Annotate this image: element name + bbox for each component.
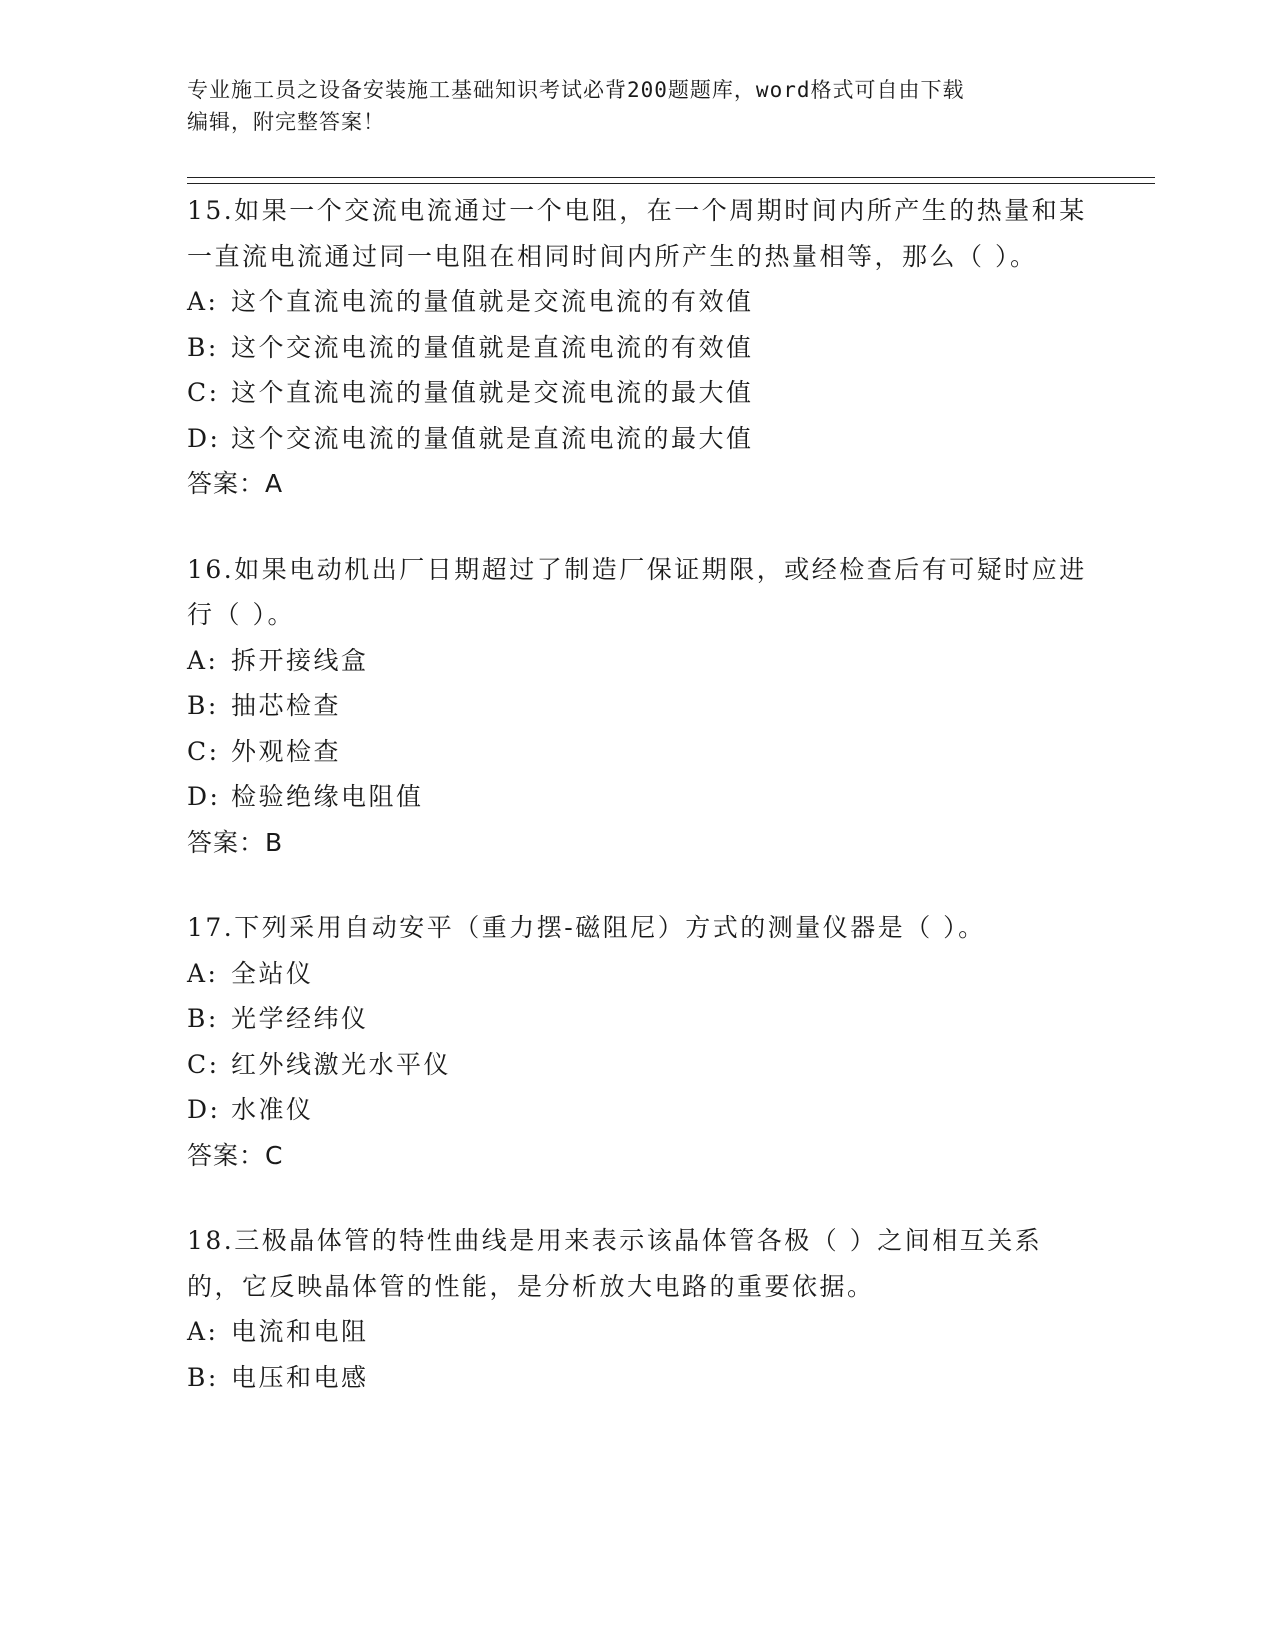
question-18 — [187, 1216, 1087, 1400]
question-16 — [187, 545, 1087, 866]
option-text: 光学经纬仪 — [231, 1004, 369, 1033]
option-a — [187, 279, 1087, 325]
option-c — [187, 1042, 1087, 1088]
option-a — [187, 951, 1087, 997]
question-15 — [187, 186, 1087, 507]
option-key: A: — [187, 287, 219, 316]
option-key: A: — [187, 1317, 219, 1346]
option-text: 检验绝缘电阻值 — [231, 782, 424, 811]
option-a — [187, 638, 1087, 684]
option-text: 水准仪 — [231, 1095, 314, 1124]
header-title-line-2: 编辑，附完整答案！ — [187, 110, 385, 134]
option-key: C: — [187, 378, 220, 407]
option-text: 全站仪 — [231, 958, 314, 988]
option-key: B: — [187, 691, 219, 720]
option-text: 电压和电感 — [231, 1362, 369, 1392]
header-title-line-1: 专业施工员之设备安装施工基础知识考试必背200题题库，word格式可自由下载 — [187, 78, 965, 102]
question-list — [187, 186, 1087, 1438]
option-text: 拆开接线盒 — [231, 645, 369, 675]
option-key: B: — [187, 1362, 219, 1392]
option-c — [187, 729, 1087, 775]
option-text: 红外线激光水平仪 — [231, 1049, 452, 1079]
option-b — [187, 683, 1087, 729]
option-text: 这个直流电流的量值就是交流电流的有效值 — [231, 287, 754, 316]
header-divider-bottom — [187, 183, 1155, 184]
option-b — [187, 996, 1087, 1042]
option-d — [187, 416, 1087, 462]
option-key: D: — [187, 782, 221, 811]
option-key: C: — [187, 1049, 220, 1079]
header-divider-top — [187, 177, 1155, 178]
question-stem: 15.如果一个交流电流通过一个电阻，在一个周期时间内所产生的热量和某一直流电流通过同一电阻在相同时间内所产生的热量相等，那么（ ）。 — [187, 196, 1087, 271]
answer-line: 答案：A — [187, 469, 284, 498]
option-text: 外观检查 — [231, 736, 342, 766]
question-stem: 18.三极晶体管的特性曲线是用来表示该晶体管各极（ ）之间相互关系的，它反映晶体管的性能，是分析放大电路的重要依据。 — [187, 1226, 1043, 1301]
option-b — [187, 1355, 1087, 1401]
option-key: B: — [187, 332, 219, 362]
option-b — [187, 325, 1087, 371]
question-17 — [187, 903, 1087, 1178]
option-text: 电流和电阻 — [231, 1317, 369, 1346]
option-key: A: — [187, 645, 219, 675]
option-text: 这个直流电流的量值就是交流电流的最大值 — [231, 378, 754, 407]
option-key: D: — [187, 423, 221, 453]
option-a — [187, 1309, 1087, 1355]
option-text: 这个交流电流的量值就是直流电流的最大值 — [231, 423, 754, 453]
option-d — [187, 774, 1087, 820]
answer-line: 答案：C — [187, 1140, 284, 1170]
document-header — [187, 74, 1087, 138]
option-text: 这个交流电流的量值就是直流电流的有效值 — [231, 332, 754, 362]
question-stem: 17.下列采用自动安平（重力摆-磁阻尼）方式的测量仪器是（ ）。 — [187, 913, 986, 942]
option-key: B: — [187, 1004, 219, 1033]
option-c — [187, 370, 1087, 416]
option-d — [187, 1087, 1087, 1133]
option-key: C: — [187, 736, 220, 766]
option-key: D: — [187, 1095, 221, 1124]
question-stem: 16.如果电动机出厂日期超过了制造厂保证期限，或经检查后有可疑时应进行（ ）。 — [187, 554, 1087, 629]
answer-line: 答案：B — [187, 827, 284, 857]
option-text: 抽芯检查 — [231, 691, 342, 720]
option-key: A: — [187, 958, 219, 988]
